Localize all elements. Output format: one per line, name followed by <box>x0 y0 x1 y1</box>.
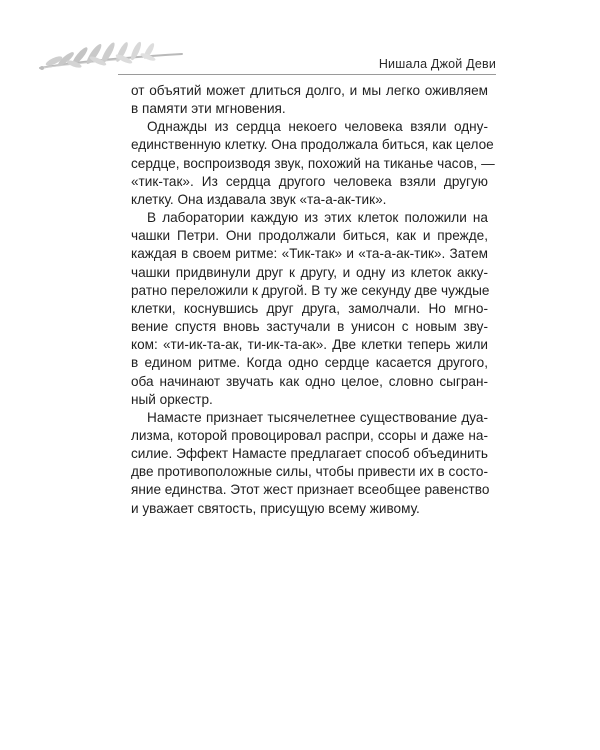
header-rule <box>118 74 496 75</box>
text-line: в едином ритме. Когда одно сердце касается другого, <box>131 355 488 371</box>
paragraph <box>131 409 488 427</box>
paragraph <box>131 427 488 518</box>
text-line: Намасте признает тысячелетнее существование дуа- <box>147 409 488 425</box>
text-line: ратно переложили к другой. В ту же секунду две чуждые <box>131 282 490 298</box>
text-line: «тик-так». Из сердца другого человека взяли другую <box>131 173 488 189</box>
text-line: от объятий может длиться долго, и мы легко оживляем <box>131 83 488 98</box>
paragraph <box>131 82 488 118</box>
text-line: и уважает святость, присущую всему живому. <box>131 500 420 516</box>
text-line: вение спустя вновь застучали в унисон с новым зву- <box>131 319 488 335</box>
text-line: чашки Петри. Они продолжали биться, как и прежде, <box>131 228 488 244</box>
text-line: силие. Эффект Намасте предлагает способ объединить <box>131 446 488 462</box>
text-line: оба начинают звучать как одно целое, словно сыгран- <box>131 373 488 389</box>
text-line: клетку. Она издавала звук «та-а-ак-тик». <box>131 191 387 207</box>
page-header <box>0 0 600 75</box>
page-body <box>131 82 495 518</box>
text-line: Однажды из сердца некоего человека взяли одну- <box>147 119 488 135</box>
leaf-branch-icon <box>36 28 186 72</box>
text-line: ный оркестр. <box>131 391 213 407</box>
paragraph <box>131 209 488 227</box>
text-line: В лаборатории каждую из этих клеток положили на <box>147 210 488 226</box>
text-line: чашки придвинули друг к другу, и одну из клеток акку- <box>131 264 488 280</box>
text-line: каждая в своем ритме: «Тик-так» и «та-а-ак-тик». Затем <box>131 246 488 262</box>
text-line: яние единства. Этот жест признает всеобщее равенство <box>131 482 490 498</box>
text-line: лизма, которой провоцировал распри, ссоры и даже на- <box>131 427 488 443</box>
text-line: сердце, воспроизводя звук, похожий на тиканье часов, — <box>131 155 495 171</box>
text-line: ком: «ти-ик-та-ак, ти-ик-та-ак». Две клетки теперь жили <box>131 337 488 353</box>
paragraph <box>131 227 488 409</box>
text-line: в памяти эти мгновения. <box>131 101 286 117</box>
text-line: клетки, коснувшись друг друга, замолчали. Но мгно- <box>131 300 488 316</box>
text-line: единственную клетку. Она продолжала биться, как целое <box>131 137 494 153</box>
paragraph <box>131 118 488 136</box>
text-line: две противоположные силы, чтобы привести их в состо- <box>131 464 488 480</box>
running-head: Нишала Джой Деви <box>378 57 496 71</box>
